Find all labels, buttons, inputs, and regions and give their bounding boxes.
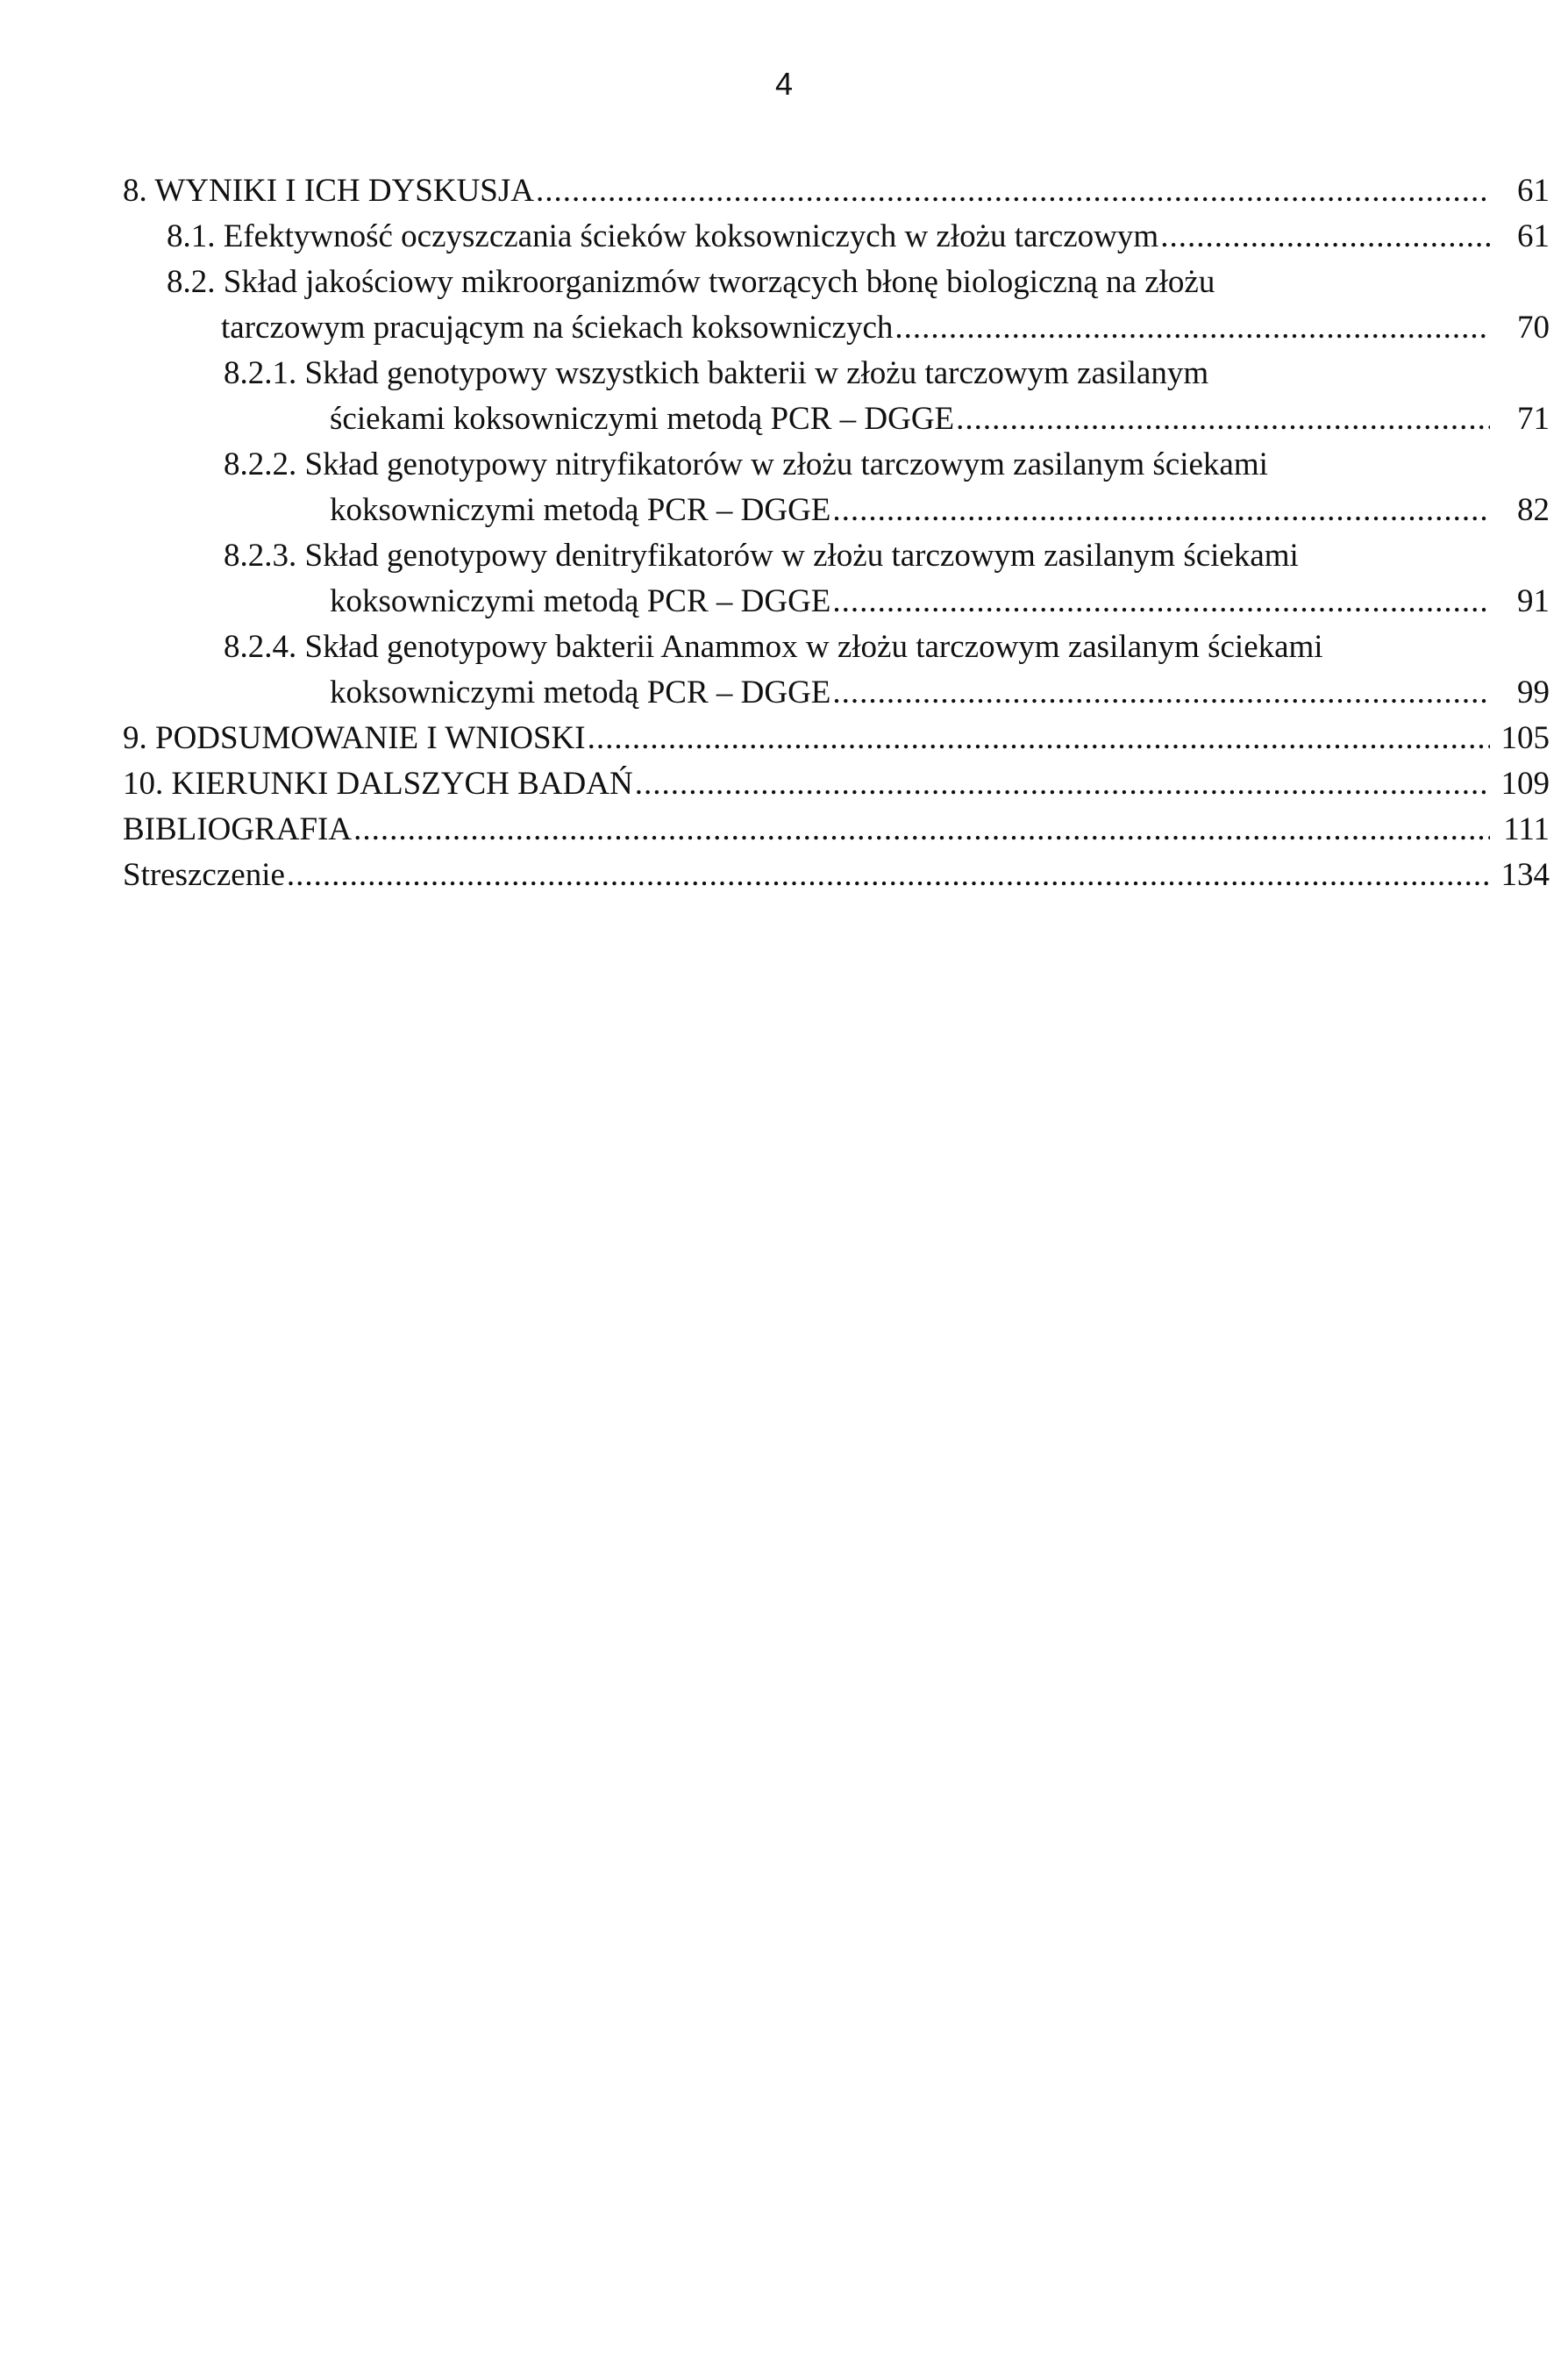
toc-entry-title: 8.2.2. Skład genotypowy nitryfikatorów w złożu tarczowym zasilanym ściekami [224,446,1268,482]
toc-entry-title: koksowniczymi metodą PCR – DGGE [330,675,831,711]
toc-page-number: 82 [1517,492,1550,528]
toc-entry-last-line [0,488,1568,533]
toc-entry [0,442,1568,533]
toc-entry [0,214,1568,260]
toc-entry [0,625,1568,716]
dot-leader [832,670,1490,716]
toc-entry-title: 8.2.1. Skład genotypowy wszystkich bakterii w złożu tarczowym zasilanym [224,355,1209,391]
toc-page-number: 91 [1517,583,1550,619]
toc-page-number: 105 [1500,720,1550,756]
toc-entry-title: BIBLIOGRAFIA [123,811,353,847]
toc-entry [0,260,1568,351]
toc-entry-title: tarczowym pracującym na ściekach koksowniczych [221,310,894,346]
toc-page-number: 61 [1517,173,1550,209]
toc-entry-line [0,260,1568,305]
dot-leader [353,807,1490,853]
dot-leader [287,853,1490,898]
toc-page-number: 61 [1517,218,1550,254]
table-of-contents [0,168,1568,898]
toc-entry [0,168,1568,214]
dot-leader [894,305,1490,351]
toc-entry [0,761,1568,807]
toc-entry [0,853,1568,898]
toc-entry [0,716,1568,761]
toc-entry-title: 8.1. Efektywność oczyszczania ścieków koksowniczych w złożu tarczowym [167,218,1159,254]
toc-entry-title: 8.2.4. Skład genotypowy bakterii Anammox w złożu tarczowym zasilanym ściekami [224,629,1323,665]
dot-leader [1160,214,1490,260]
toc-entry-title: koksowniczymi metodą PCR – DGGE [330,583,831,619]
toc-entry-title: 9. PODSUMOWANIE I WNIOSKI [123,720,586,756]
toc-entry-last-line [0,579,1568,625]
toc-entry-line [0,442,1568,488]
toc-entry-line [0,625,1568,670]
dot-leader [832,488,1490,533]
toc-page-number: 134 [1500,857,1550,893]
toc-entry-title: 8.2. Skład jakościowy mikroorganizmów tworzących błonę biologiczną na złożu [167,264,1215,300]
toc-entry-title: koksowniczymi metodą PCR – DGGE [330,492,831,528]
toc-entry-line [0,351,1568,396]
toc-entry-last-line [0,807,1568,853]
toc-entry-last-line [0,214,1568,260]
toc-entry-title: 8. WYNIKI I ICH DYSKUSJA [123,173,535,209]
toc-page-number: 99 [1517,675,1550,711]
toc-entry [0,533,1568,625]
toc-entry-last-line [0,396,1568,442]
toc-entry [0,351,1568,442]
toc-entry-last-line [0,853,1568,898]
dot-leader [832,579,1490,625]
dot-leader [635,761,1490,807]
toc-entry [0,807,1568,853]
toc-entry-last-line [0,168,1568,214]
toc-page-number: 70 [1517,310,1550,346]
toc-entry-last-line [0,761,1568,807]
toc-entry-title: 10. KIERUNKI DALSZYCH BADAŃ [123,766,633,802]
toc-entry-title: Streszczenie [123,857,285,893]
dot-leader [536,168,1490,214]
dot-leader [588,716,1490,761]
toc-entry-title: 8.2.3. Skład genotypowy denitryfikatorów w złożu tarczowym zasilanym ściekami [224,538,1299,574]
toc-entry-last-line [0,716,1568,761]
dot-leader [956,396,1490,442]
page-number: 4 [774,66,794,102]
toc-entry-title: ściekami koksowniczymi metodą PCR – DGGE [330,401,955,437]
toc-page-number: 111 [1503,811,1550,847]
toc-entry-last-line [0,305,1568,351]
toc-entry-line [0,533,1568,579]
toc-entry-last-line [0,670,1568,716]
toc-page-number: 71 [1517,401,1550,437]
toc-page-number: 109 [1500,766,1550,802]
